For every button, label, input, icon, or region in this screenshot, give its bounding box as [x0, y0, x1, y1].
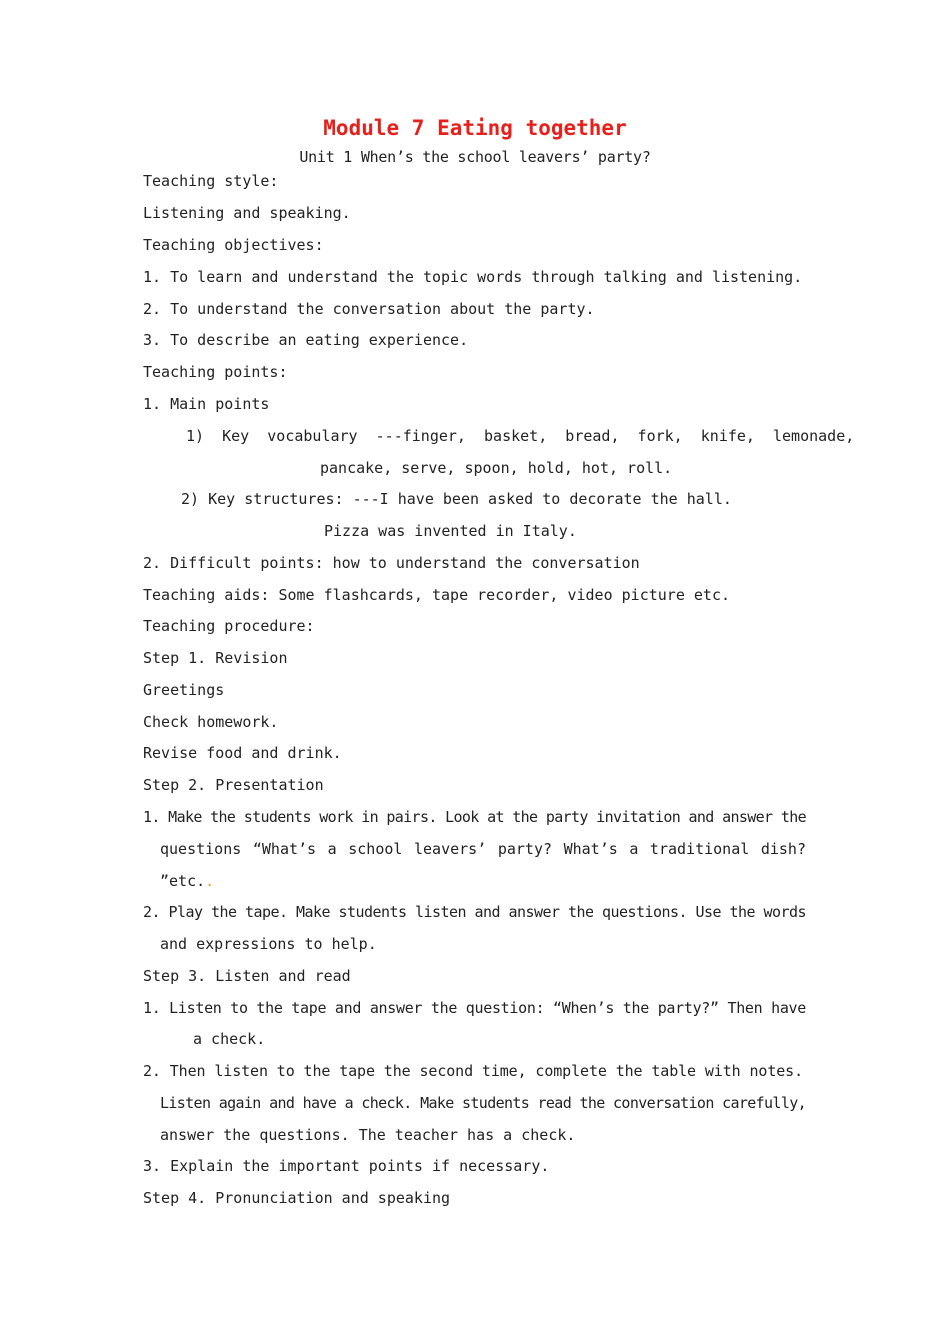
presentation-1a: 1. Make the students work in pairs. Look at the party invitation and answer the [143, 808, 806, 826]
teaching-style-heading: Teaching style: [143, 172, 279, 190]
step-4-heading: Step 4. Pronunciation and speaking [143, 1189, 451, 1207]
teaching-aids: Teaching aids: Some flashcards, tape recorder, video picture etc. [143, 586, 730, 604]
presentation-1c [160, 871, 214, 891]
greetings: Greetings [143, 681, 225, 699]
listen-2c: answer the questions. The teacher has a check. [160, 1126, 576, 1144]
objective-1: 1. To learn and understand the topic words through talking and listening. [143, 268, 803, 286]
step-1-heading: Step 1. Revision [143, 649, 288, 667]
listen-1a: 1. Listen to the tape and answer the question: “When’s the party?” Then have [143, 999, 806, 1017]
document-subtitle: Unit 1 When’s the school leavers’ party? [299, 148, 651, 166]
check-homework: Check homework. [143, 713, 279, 731]
key-vocabulary-cont: pancake, serve, spoon, hold, hot, roll. [320, 459, 673, 477]
main-points: 1. Main points [143, 395, 270, 413]
procedure-heading: Teaching procedure: [143, 617, 315, 635]
key-vocabulary: 1) Key vocabulary ---finger, basket, bread, fork, knife, lemonade, [186, 427, 855, 445]
presentation-2b: and expressions to help. [160, 935, 377, 953]
listen-2b: Listen again and have a check. Make students read the conversation carefully, [160, 1094, 806, 1112]
objectives-heading: Teaching objectives: [143, 236, 324, 254]
step-3-heading: Step 3. Listen and read [143, 967, 351, 985]
listen-3: 3. Explain the important points if necessary. [143, 1157, 550, 1175]
points-heading: Teaching points: [143, 363, 288, 381]
step-2-heading: Step 2. Presentation [143, 776, 324, 794]
document-title: Module 7 Eating together [323, 116, 627, 140]
revise-food: Revise food and drink. [143, 744, 342, 762]
presentation-2a: 2. Play the tape. Make students listen and answer the questions. Use the words [143, 903, 806, 921]
presentation-1b: questions “What’s a school leavers’ party? What’s a traditional dish? [160, 840, 806, 858]
objective-2: 2. To understand the conversation about the party. [143, 300, 595, 318]
highlight-mark: . [205, 872, 215, 890]
key-structures: 2) Key structures: ---I have been asked to decorate the hall. [181, 490, 732, 508]
objective-3: 3. To describe an eating experience. [143, 331, 469, 349]
difficult-points: 2. Difficult points: how to understand the conversation [143, 554, 640, 572]
teaching-style-value: Listening and speaking. [143, 204, 351, 222]
listen-1b: a check. [193, 1030, 266, 1048]
key-structures-cont: Pizza was invented in Italy. [324, 522, 577, 540]
presentation-1c-text: ”etc. [160, 872, 206, 890]
listen-2a: 2. Then listen to the tape the second time, complete the table with notes. [143, 1062, 803, 1080]
